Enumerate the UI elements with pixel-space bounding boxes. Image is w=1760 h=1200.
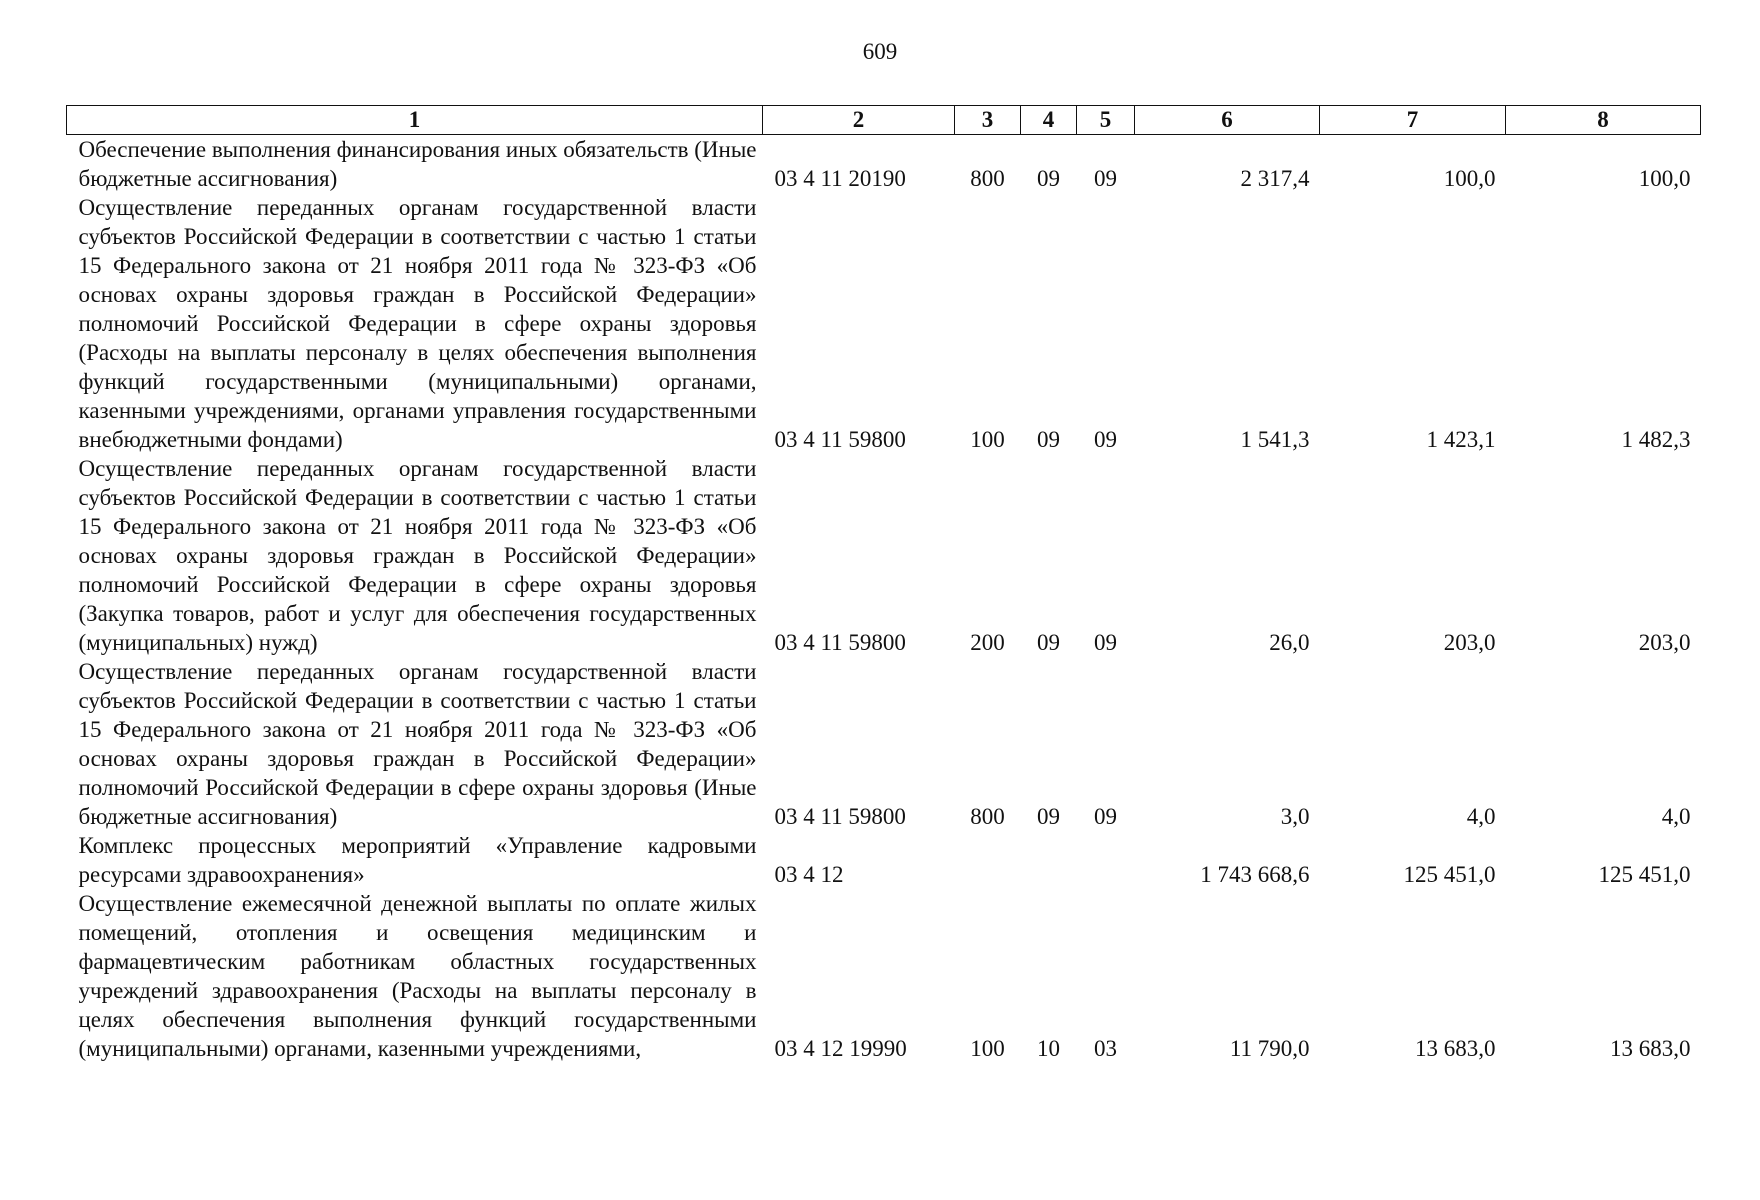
- row-col-3: 800: [970, 804, 1005, 829]
- row-col-6: 3,0: [1280, 804, 1310, 829]
- row-col-6: 1 541,3: [1240, 427, 1310, 452]
- row-col-3: 100: [970, 427, 1005, 452]
- row-col-3: 200: [970, 630, 1005, 655]
- row-col-5: 09: [1094, 630, 1117, 655]
- row-code: 03 4 12 19990: [774, 1036, 907, 1061]
- row-col-4: [1021, 831, 1077, 889]
- row-col-8: 100,0: [1638, 166, 1691, 191]
- row-col-6: 1 743 668,6: [1200, 862, 1310, 887]
- table-row: [67, 193, 1701, 454]
- row-col-7: 100,0: [1443, 166, 1496, 191]
- page-number: 609: [862, 39, 898, 64]
- row-col-6: 11 790,0: [1229, 1036, 1310, 1061]
- row-code: 03 4 11 59800: [774, 427, 906, 452]
- row-col-4: 09: [1037, 166, 1060, 191]
- table-header: [67, 106, 1701, 135]
- row-col-4: 09: [1037, 630, 1060, 655]
- row-col-4: 09: [1037, 804, 1060, 829]
- header-col-8: 8: [1506, 106, 1701, 135]
- table-row: [67, 831, 1701, 889]
- header-row: [67, 106, 1701, 135]
- row-col-8: 125 451,0: [1598, 862, 1691, 887]
- row-name: Осуществление переданных органам государственной власти субъектов Российской Федерации в соответствии с частью 1 статьи 15 Федерального закона от 21 ноября 2011 года № 323-ФЗ «Об основах охраны здоровья граждан в Российской Федерации» полномочий Российской Федерации в сфере охраны здоровья (Закупка товаров, работ и услуг для обеспечения государственных (муниципальных) нужд): [78, 456, 757, 655]
- header-col-1: 1: [67, 106, 763, 135]
- row-code: 03 4 11 20190: [774, 166, 906, 191]
- header-col-5: 5: [1077, 106, 1135, 135]
- table-row: [67, 135, 1701, 194]
- row-col-5: [1077, 831, 1135, 889]
- table-row: [67, 454, 1701, 657]
- row-col-6: 2 317,4: [1240, 166, 1310, 191]
- row-col-5: 09: [1094, 166, 1117, 191]
- row-code: 03 4 12: [774, 862, 844, 887]
- row-col-7: 125 451,0: [1403, 862, 1496, 887]
- row-col-3: 800: [970, 166, 1005, 191]
- header-col-3: 3: [955, 106, 1021, 135]
- row-col-8: 203,0: [1638, 630, 1691, 655]
- header-col-2: 2: [763, 106, 955, 135]
- table-row: [67, 889, 1701, 1063]
- row-col-3: [955, 831, 1021, 889]
- row-col-7: 1 423,1: [1426, 427, 1496, 452]
- row-code: 03 4 11 59800: [774, 630, 906, 655]
- row-code: 03 4 11 59800: [774, 804, 906, 829]
- row-col-8: 1 482,3: [1621, 427, 1691, 452]
- row-col-5: 09: [1094, 427, 1117, 452]
- row-col-5: 03: [1094, 1036, 1117, 1061]
- row-name: Обеспечение выполнения финансирования иных обязательств (Иные бюджетные ассигнования): [78, 137, 757, 191]
- row-col-7: 4,0: [1466, 804, 1496, 829]
- row-col-4: 10: [1037, 1036, 1060, 1061]
- row-col-8: 4,0: [1661, 804, 1691, 829]
- header-col-4: 4: [1021, 106, 1077, 135]
- budget-table: [66, 105, 1701, 1063]
- row-col-7: 13 683,0: [1415, 1036, 1496, 1061]
- row-col-5: 09: [1094, 804, 1117, 829]
- row-col-6: 26,0: [1269, 630, 1310, 655]
- row-name: Осуществление переданных органам государственной власти субъектов Российской Федерации в соответствии с частью 1 статьи 15 Федерального закона от 21 ноября 2011 года № 323-ФЗ «Об основах охраны здоровья граждан в Российской Федерации» полномочий Российской Федерации в сфере охраны здоровья (Иные бюджетные ассигнования): [78, 659, 757, 829]
- table-body: [67, 135, 1701, 1064]
- header-col-6: 6: [1135, 106, 1320, 135]
- table-row: [67, 657, 1701, 831]
- row-col-8: 13 683,0: [1610, 1036, 1691, 1061]
- row-name: Комплекс процессных мероприятий «Управление кадровыми ресурсами здравоохранения»: [78, 833, 757, 887]
- row-col-3: 100: [970, 1036, 1005, 1061]
- row-col-4: 09: [1037, 427, 1060, 452]
- header-col-7: 7: [1320, 106, 1506, 135]
- row-name: Осуществление ежемесячной денежной выплаты по оплате жилых помещений, отопления и освещения медицинским и фармацевтическим работникам областных государственных учреждений здравоохранения (Расходы на выплаты персоналу в целях обеспечения выполнения функций государственными (муниципальными) органами, казенными учреждениями,: [78, 891, 757, 1061]
- row-name: Осуществление переданных органам государственной власти субъектов Российской Федерации в соответствии с частью 1 статьи 15 Федерального закона от 21 ноября 2011 года № 323-ФЗ «Об основах охраны здоровья граждан в Российской Федерации» полномочий Российской Федерации в сфере охраны здоровья (Расходы на выплаты персоналу в целях обеспечения выполнения функций государственными (муниципальными) органами, казенными учреждениями, органами управления государственными внебюджетными фондами): [78, 195, 757, 452]
- row-col-7: 203,0: [1443, 630, 1496, 655]
